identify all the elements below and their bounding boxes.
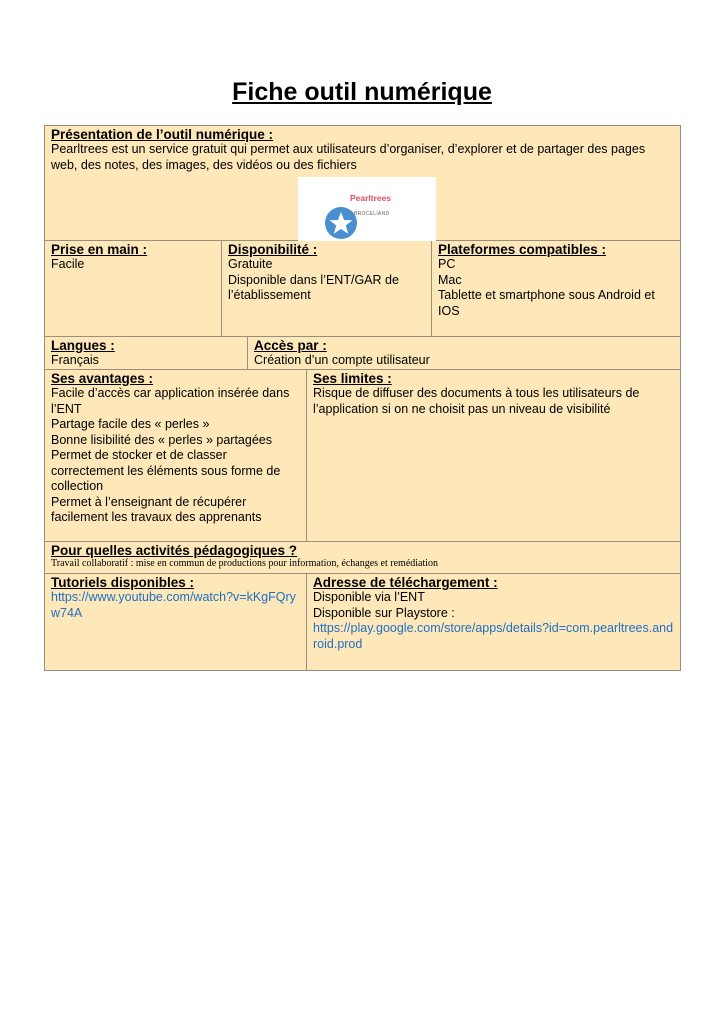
acces-heading: Accès par : (254, 338, 327, 353)
ressources-row (45, 574, 680, 670)
limites-heading: Ses limites : (313, 371, 392, 386)
info-row (45, 241, 680, 337)
logo-name: Pearltrees (350, 193, 392, 203)
star-icon (324, 206, 358, 240)
youtube-tutorial-link[interactable]: https://www.youtube.com/watch?v=kKgFQryw74A (51, 590, 296, 620)
prise-en-main-value: Facile (51, 257, 85, 271)
avantages-heading: Ses avantages : (51, 371, 154, 386)
limite-item: Risque de diffuser des documents à tous les utilisateurs de l’application si on ne choisit pas un niveau de visibilité (313, 386, 640, 416)
tutoriels-heading: Tutoriels disponibles : (51, 575, 195, 590)
avantage-item: Facile d’accès car application insérée dans l’ENT (51, 386, 290, 416)
telechargement-line: Disponible via l’ENT (313, 590, 425, 604)
disponibilite-line: Disponible dans l’ENT/GAR de l’établissement (228, 272, 399, 302)
activites-row (45, 542, 680, 574)
prise-en-main-cell (45, 241, 221, 336)
tutoriels-cell (45, 574, 306, 670)
plateforme-item: Mac (438, 272, 462, 287)
avantage-item: Partage facile des « perles » (51, 417, 210, 431)
presentation-heading: Présentation de l’outil numérique : (51, 127, 274, 142)
langues-row (45, 337, 680, 370)
disponibilite-line: Gratuite (228, 257, 273, 271)
tool-sheet-table (44, 125, 681, 671)
plateforme-item: Tablette et smartphone sous Android et IOS (438, 288, 655, 318)
avantage-item: Permet de stocker et de classer correctement les éléments sous forme de collection (51, 448, 281, 493)
disponibilite-heading: Disponibilité : (228, 242, 318, 257)
activites-heading: Pour quelles activités pédagogiques ? (51, 543, 298, 558)
plateformes-cell (431, 241, 680, 336)
presentation-cell (45, 126, 680, 240)
logo-subtitle: BROCELIAND (354, 211, 390, 217)
telechargement-heading: Adresse de téléchargement : (313, 575, 498, 590)
prise-en-main-heading: Prise en main : (51, 242, 148, 257)
acces-value: Création d’un compte utilisateur (254, 353, 430, 367)
page-title: Fiche outil numérique (232, 78, 492, 106)
langues-heading: Langues : (51, 338, 115, 353)
acces-cell (247, 337, 680, 369)
langues-cell (45, 337, 247, 369)
presentation-row (45, 126, 680, 241)
plateformes-heading: Plateformes compatibles : (438, 242, 607, 257)
telechargement-cell (306, 574, 680, 670)
avantage-item: Bonne lisibilité des « perles » partagées (51, 432, 272, 447)
langues-value: Français (51, 353, 99, 367)
avantages-row (45, 370, 680, 542)
playstore-link[interactable]: https://play.google.com/store/apps/details?id=com.pearltrees.android.prod (313, 621, 674, 651)
activites-cell (45, 542, 680, 573)
telechargement-line: Disponible sur Playstore : (313, 605, 455, 620)
avantage-item: Permet à l’enseignant de récupérer facilement les travaux des apprenants (51, 494, 262, 524)
limites-cell (306, 370, 680, 541)
pearltrees-logo (298, 177, 436, 241)
avantages-cell (45, 370, 306, 541)
plateforme-item: PC (438, 257, 456, 271)
activites-text: Travail collaboratif : mise en commun de productions pour information, échanges et remédiation (51, 558, 439, 569)
disponibilite-cell (221, 241, 431, 336)
presentation-text: Pearltrees est un service gratuit qui permet aux utilisateurs d’organiser, d’explorer et de partager des pages web, des notes, des images, des vidéos ou des fichiers (51, 142, 646, 172)
